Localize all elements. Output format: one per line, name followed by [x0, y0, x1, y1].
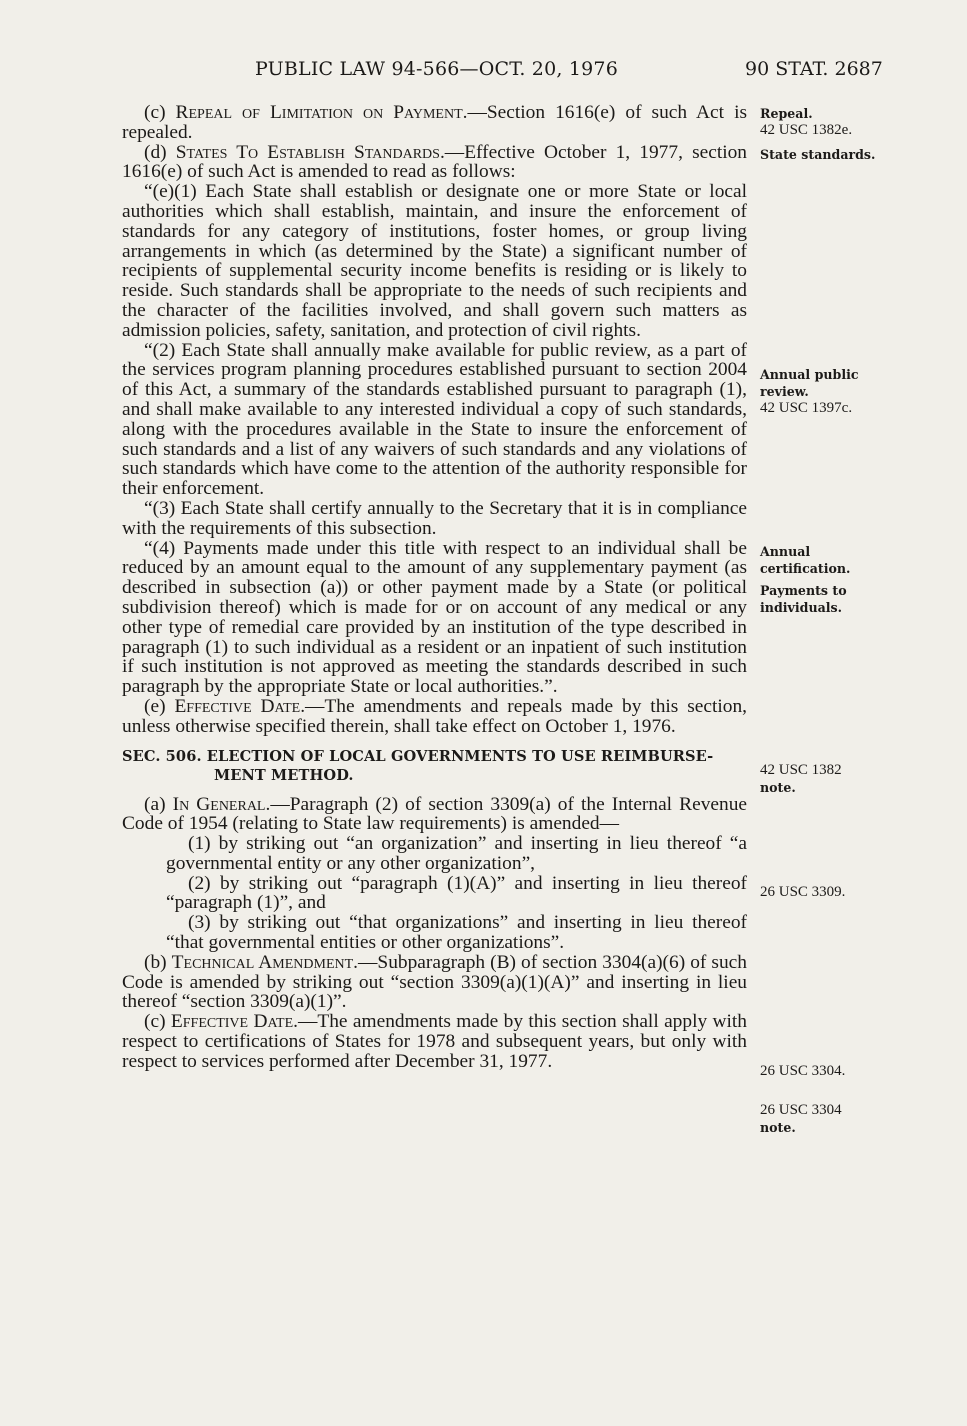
section-heading-line1: SEC. 506. ELECTION OF LOCAL GOVERNMENTS TO USE REIMBURSE-: [122, 747, 714, 765]
margin-annual-cert-line1: Annual: [760, 544, 811, 559]
margin-3309-cite: 26 USC 3309.: [760, 884, 846, 900]
paragraph-e: (e) Effective Date.—The amendments and repeals made by this section, unless otherwise specified therein, shall take effect on October 1, 1976.: [122, 695, 747, 737]
paragraph-e1: “(e)(1) Each State shall establish or designate one or more State or local authorities which shall establish, maintain, and insure the enforcement of standards for any category of institutions, foster homes, or group living arrangements in which (as determined by the State) a significant number of recipients of supplemental security income benefits is residing or is likely to reside. Such standards shall be appropriate to the needs of such recipients and the character of the facilities involved, and shall govern such matters as admission policies, safety, sanitation, and protection of civil rights.: [122, 181, 747, 341]
margin-3304-note: note.: [760, 1120, 796, 1135]
section-heading-line2: MENT METHOD.: [214, 766, 354, 784]
item-a3: (3) by striking out “that organizations” and inserting in lieu thereof “that governmental entities or other organizations”.: [166, 912, 747, 954]
margin-repeal-cite: 42 USC 1382e.: [760, 122, 853, 138]
text-d: —Effective October 1, 1977, section 1616(e) of such Act is amended to read as follows:: [122, 141, 747, 183]
margin-1382-cite: 42 USC 1382: [760, 762, 842, 778]
paragraph-d: (d) States To Establish Standards.—Effective October 1, 1977, section 1616(e) of such Act is amended to read as follows:: [122, 141, 747, 183]
heading-effective-date: Effective Date.: [174, 695, 306, 717]
section-heading: [122, 747, 747, 785]
paragraph-b: (b) Technical Amendment.—Subparagraph (B) of section 3304(a)(6) of such Code is amended by striking out “section 3309(a)(1)(A)” and inserting in lieu thereof “section 3309(a)(1)”.: [122, 951, 747, 1013]
text-a: —Paragraph (2) of section 3309(a) of the Internal Revenue Code of 1954 (relating to State law requirements) is amended—: [122, 793, 747, 835]
paragraph-e3: “(3) Each State shall certify annually to the Secretary that it is in compliance with the requirements of this subsection.: [122, 497, 747, 539]
item-a1: (1) by striking out “an organization” and inserting in lieu thereof “a governmental entity or any other organization”,: [166, 833, 747, 874]
margin-note-3304-note: [760, 1102, 950, 1136]
main-text: [122, 103, 747, 1072]
margin-annual-public-line1: Annual public: [760, 367, 859, 382]
heading-states-standards: States To Establish Standards.: [175, 141, 445, 163]
margin-state-standards: State standards.: [760, 147, 876, 162]
paragraph-c2: (c) Effective Date.—The amendments made by this section shall apply with respect to certifications of States for 1978 and subsequent years, but only with respect to services performed after December 31, 1977.: [122, 1011, 748, 1072]
text-b: —Subparagraph (B) of section 3304(a)(6) of such Code is amended by striking out “section 3309(a)(1)(A)” and inserting in lieu thereof “section 3309(a)(1)”.: [122, 951, 747, 1013]
page-header: [0, 58, 967, 88]
margin-annual-public-cite: 42 USC 1397c.: [760, 400, 853, 416]
page-number: 90 STAT. 2687: [745, 58, 883, 80]
paragraph-e2: “(2) Each State shall annually make available for public review, as a part of the services program planning procedures established pursuant to section 2004 of this Act, a summary of the standards established pursuant to paragraph (1), and shall make available to any interested individual a copy of such standards, along with the procedures available in the State to insure the enforcement of such standards and a list of any waivers of such standards and any violations of such standards which have come to the attention of the authority responsible for their enforcement.: [122, 339, 747, 500]
paragraph-c: (c) Repeal of Limitation on Payment.—Section 1616(e) of such Act is repealed.: [122, 102, 748, 143]
heading-effective-date-2: Effective Date.: [170, 1011, 298, 1033]
paragraph-e4: “(4) Payments made under this title with respect to an individual shall be reduced by an amount equal to the amount of any supplementary payment (as described in subsection (a)) or other payment made by a State (or political subdivision thereof) which is made for or on account of any medical or any other type of remedial care provided by an institution of the type described in paragraph (1) to such individual as a resident or an inpatient of such institution if such institution is not approved as meeting the standards described in such paragraph by the appropriate State or local authorities.”.: [122, 537, 747, 698]
margin-note-annual-certification: [760, 543, 950, 577]
margin-payments-line1: Payments to: [760, 583, 847, 598]
margin-note-annual-public-review: [760, 366, 950, 417]
text-c: —Section 1616(e) of such Act is repealed.: [122, 102, 748, 143]
paragraph-a: (a) In General.—Paragraph (2) of section 3309(a) of the Internal Revenue Code of 1954 (relating to State law requirements) is amended—: [122, 793, 747, 835]
heading-in-general: In General.: [172, 793, 271, 815]
margin-payments-line2: individuals.: [760, 600, 843, 615]
heading-technical-amendment: Technical Amendment.: [171, 951, 359, 973]
item-a2: (2) by striking out “paragraph (1)(A)” and inserting in lieu thereof “paragraph (1)”, and: [166, 872, 747, 914]
margin-note-3309: [760, 884, 950, 901]
margin-note-3304: [760, 1063, 950, 1080]
law-title: PUBLIC LAW 94-566—OCT. 20, 1976: [255, 58, 619, 80]
margin-note-state-standards: [760, 146, 950, 163]
margin-3304-note-cite: 26 USC 3304: [760, 1102, 842, 1118]
margin-3304-cite: 26 USC 3304.: [760, 1063, 846, 1079]
margin-1382-note: note.: [760, 780, 796, 795]
margin-annual-public-line2: review.: [760, 384, 809, 399]
margin-annual-cert-line2: certification.: [760, 561, 851, 576]
text-c2: —The amendments made by this section shall apply with respect to certifications of States for 1978 and subsequent years, but only with respect to services performed after December 31, 1977.: [122, 1011, 748, 1072]
margin-note-1382: [760, 762, 950, 796]
heading-repeal: Repeal of Limitation on Payment.: [175, 102, 468, 123]
margin-repeal: Repeal.: [760, 106, 813, 121]
text-e: —The amendments and repeals made by this section, unless otherwise specified therein, shall take effect on October 1, 1976.: [122, 695, 747, 737]
margin-note-payments: [760, 582, 950, 616]
margin-note-repeal: [760, 105, 950, 139]
